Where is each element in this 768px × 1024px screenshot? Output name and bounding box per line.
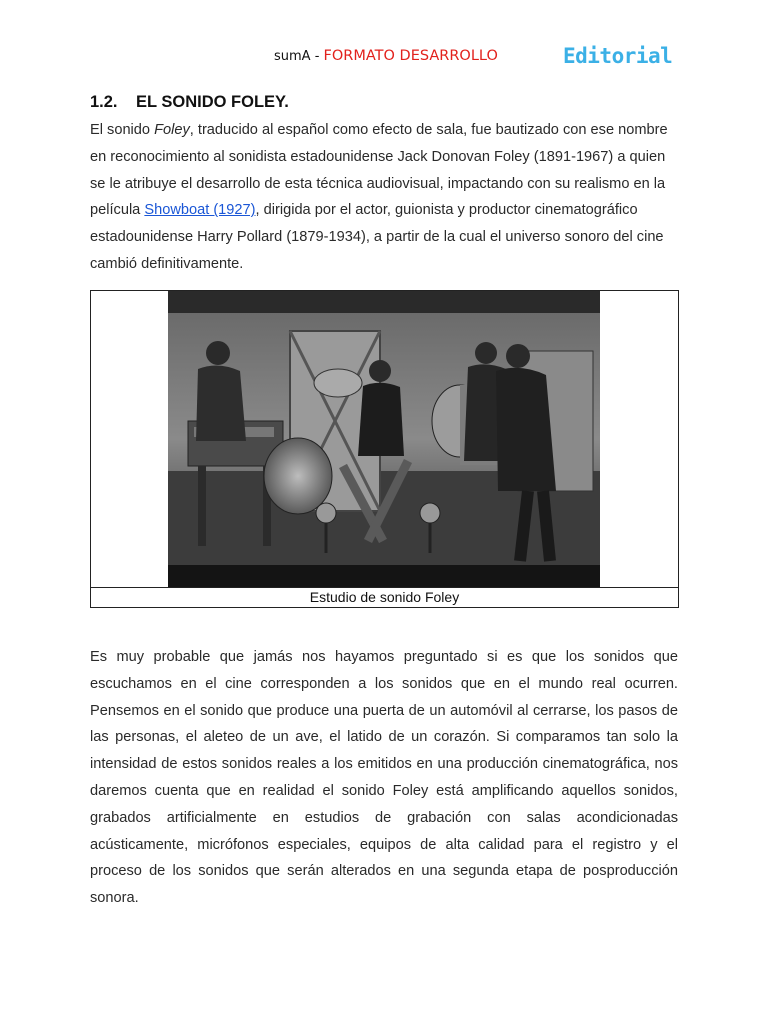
header-title: FORMATO DESARROLLO (323, 48, 498, 64)
section-title: EL SONIDO FOLEY. (136, 93, 289, 111)
body-paragraph: Es muy probable que jamás nos hayamos preguntado si es que los sonidos que escuchamos en el cine corresponden a los sonidos que en el mundo real ocurren. Pensemos en el sonido que produce una puerta de un automóvil al cerrarse, los pasos de las personas, el aleteo de un ave, el latido de un corazón. Si comparamos tan solo la intensidad de estos sonidos reales a los emitidos en una producción cinematográfica, nos daremos cuenta que en realidad el sonido Foley está amplificando aquellos sonidos, grabados artificialmente en estudios de grabación con salas acondicionadas acústicamente, micrófonos especiales, equipos de alta calidad para el registro y el proceso de los sonidos que serán alterados en una segunda etapa de posproducción sonora. (90, 649, 678, 907)
header-left-text: sumA (274, 49, 311, 64)
intro-text-3: , dirigida por el actor, guionista y productor cinematográfico estadounidense Harry Pollard (1879-1934), a partir de la cual el universo sonoro del cine cambió definitivamente. (90, 202, 664, 272)
header-text (274, 48, 498, 64)
foley-studio-photo (168, 291, 600, 587)
section-heading (90, 93, 289, 112)
intro-text-1: El sonido (90, 122, 155, 138)
intro-italic-foley: Foley (154, 122, 190, 138)
figure-box (90, 290, 679, 608)
section-number: 1.2. (90, 93, 118, 111)
intro-text-2: , traducido al español como efecto de sala, fue bautizado con ese nombre en reconocimiento al sonidista estadounidense Jack Donovan Foley (1891-1967) a quien se le atribuye el desarrollo de esta técnica audiovisual, impactando con su realismo en la película (90, 122, 668, 219)
header-separator: - (310, 49, 324, 64)
intro-paragraph (90, 117, 678, 278)
figure-caption: Estudio de sonido Foley (91, 587, 678, 607)
photo-illustration (168, 291, 600, 587)
editorial-logo: Editorial (563, 44, 673, 68)
page-header (0, 44, 768, 72)
showboat-link[interactable]: Showboat (1927) (144, 202, 256, 219)
